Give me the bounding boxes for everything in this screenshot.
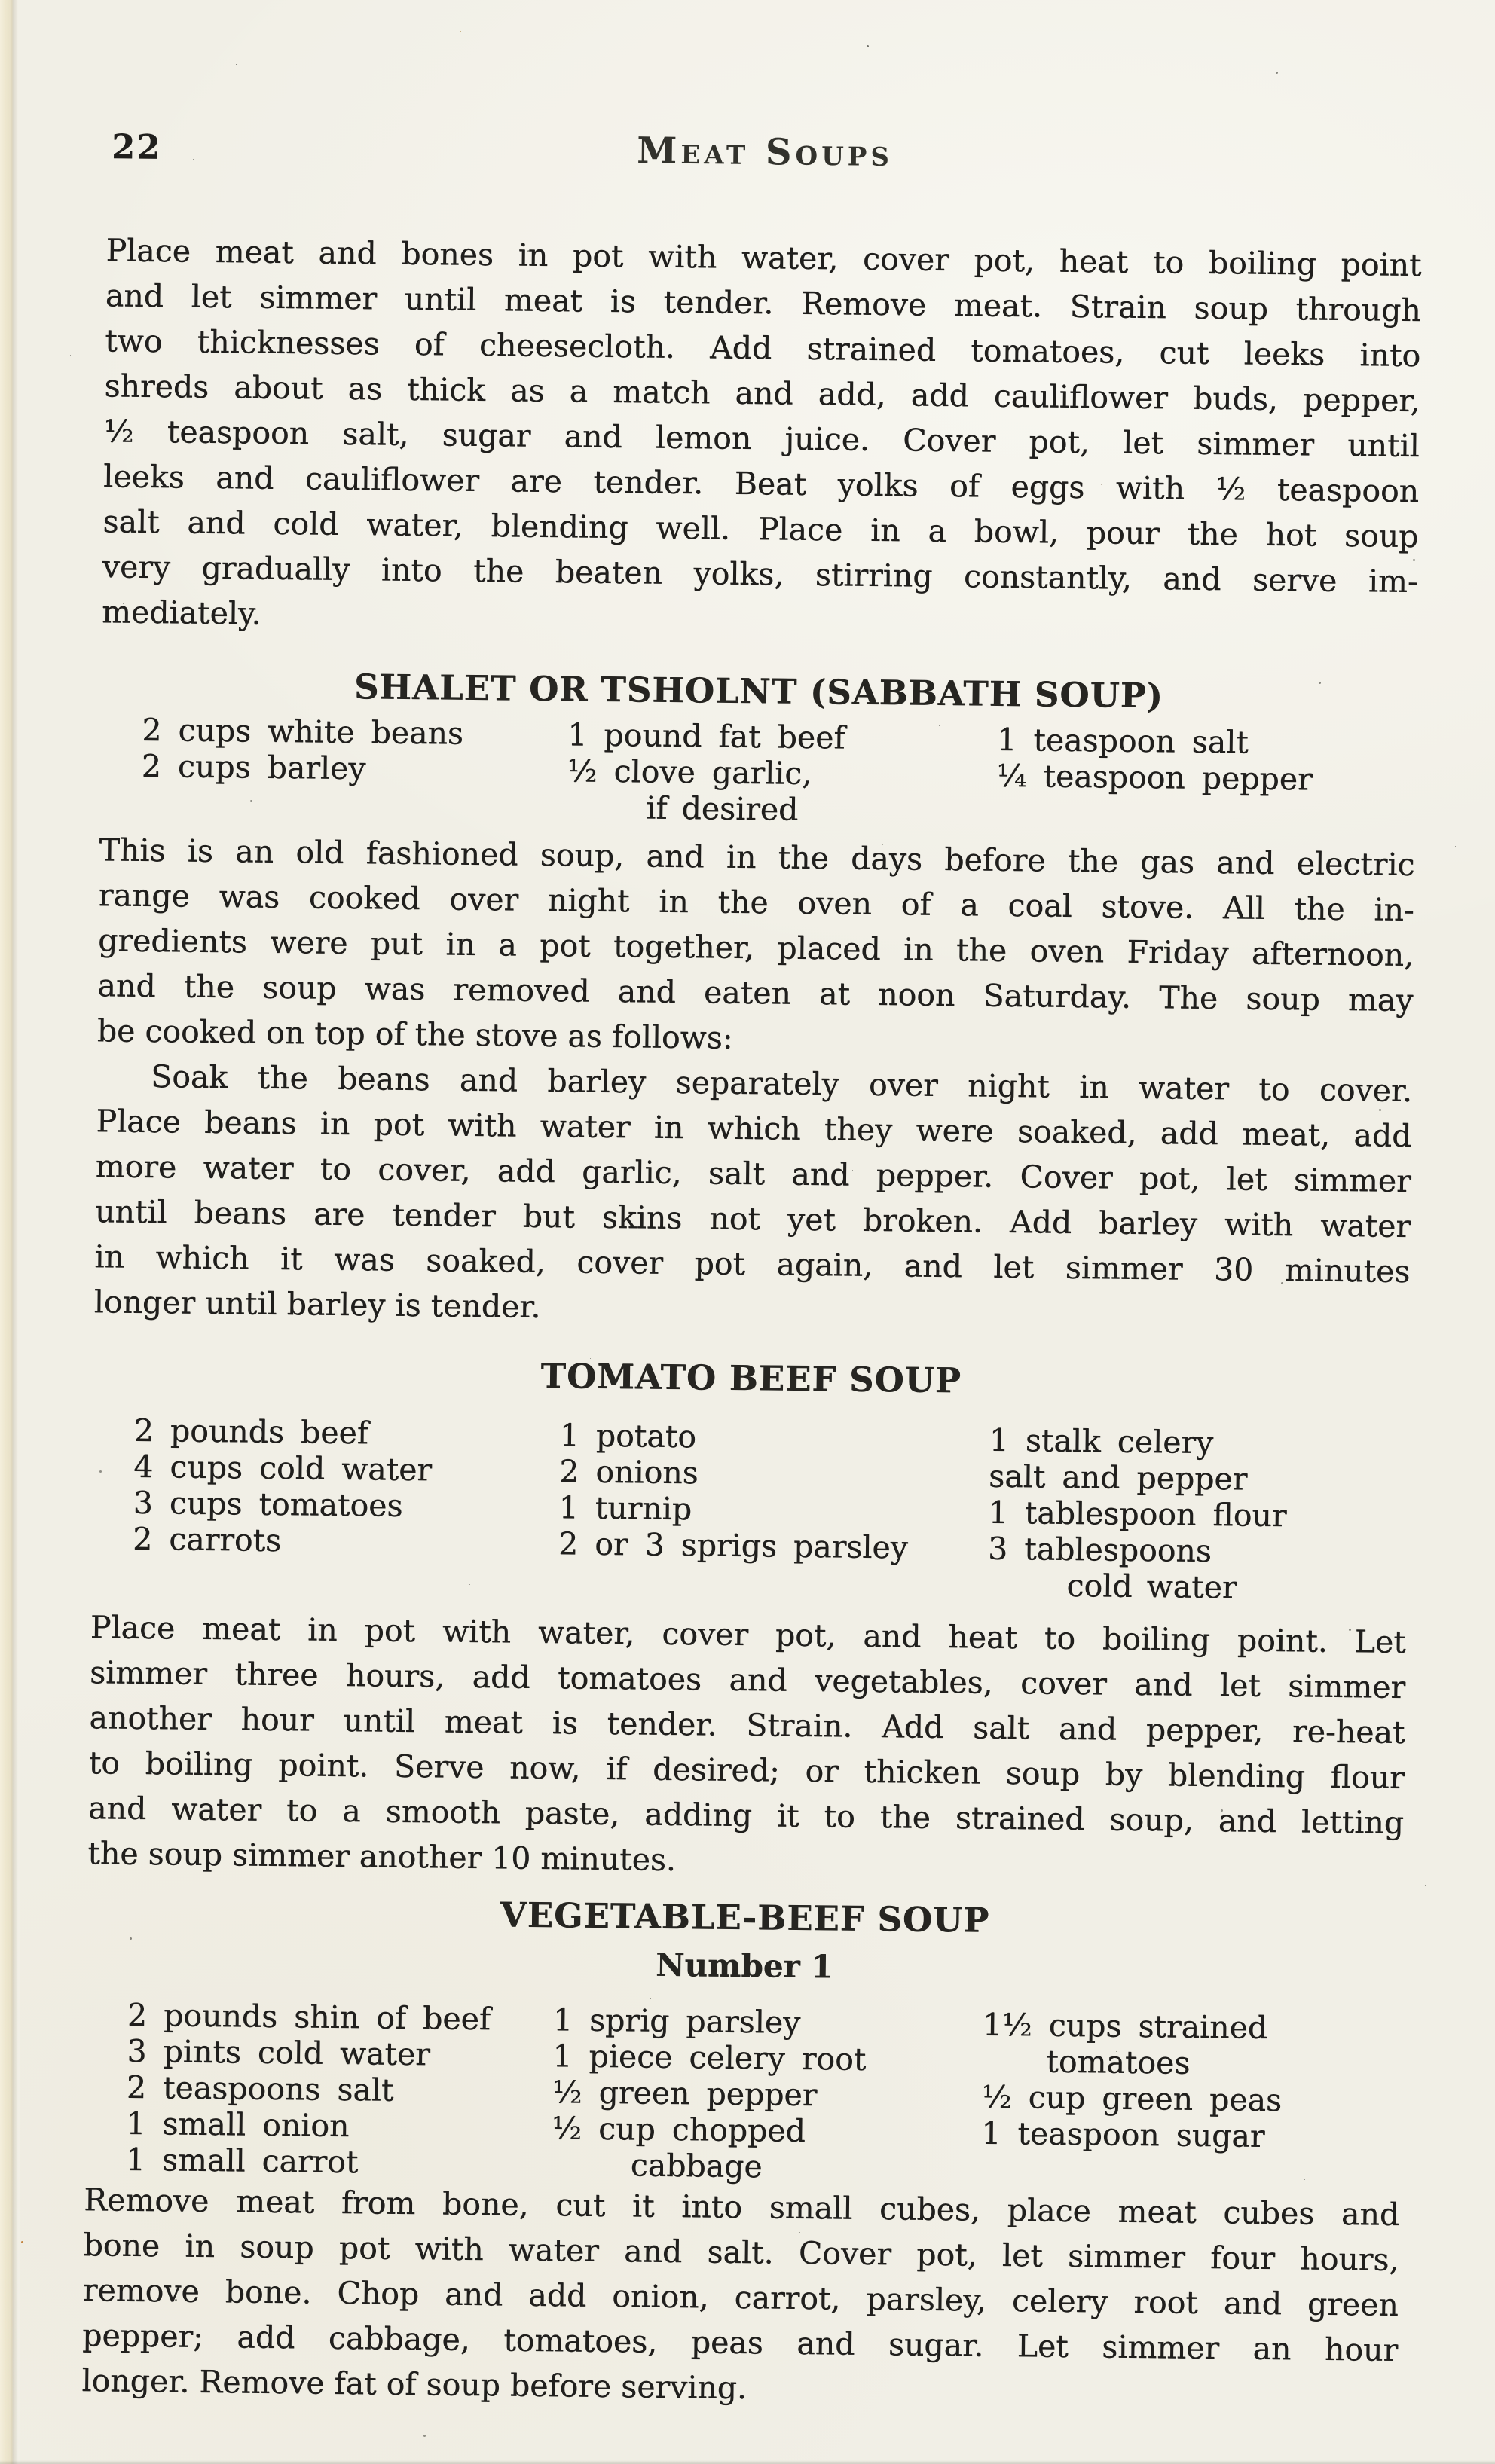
text-line: longer until barley is tender.	[93, 1284, 541, 1325]
ingredient-item: 1 piece celery root	[552, 2038, 867, 2078]
ingredient-item: ¼ teaspoon pepper	[996, 757, 1313, 798]
ingredient-column	[558, 1417, 986, 1566]
ingredient-item-continuation: cold water	[1066, 1567, 1237, 1606]
recipe-subtitle-number-1: Number 1	[655, 1946, 833, 1986]
tomato-beef-paragraph	[87, 1605, 1406, 1891]
text-line: shreds about as thick as a match and add, add cauliflower buds, pepper,	[104, 368, 1420, 419]
text-line: salt and cold water, blending well. Place in a bowl, pour the hot soup	[102, 503, 1419, 554]
ingredient-item: 4 cups cold water	[133, 1448, 433, 1488]
ingredient-column	[133, 1412, 560, 1562]
ingredient-item: 1 teaspoon sugar	[981, 2114, 1265, 2154]
ingredient-item-continuation: tomatoes	[1046, 2043, 1191, 2081]
ingredient-column	[142, 712, 568, 789]
ingredient-item: 3 pints cold water	[127, 2032, 431, 2073]
ingredient-item: 2 pounds shin of beef	[127, 1996, 491, 2038]
ingredients-vegetable-beef	[84, 1996, 1402, 2192]
text-line: until beans are tender but skins not yet broken. Add barley with water	[94, 1193, 1411, 1244]
ingredient-item: 1 stalk celery	[989, 1421, 1214, 1461]
ingredient-item: ½ cup green peas	[981, 2078, 1283, 2119]
ingredient-item: 1 turnip	[558, 1489, 692, 1528]
ingredient-item: 1 small onion	[126, 2105, 350, 2145]
vegetable-beef-paragraph	[81, 2177, 1399, 2418]
text-line: simmer three hours, add tomatoes and vegetables, cover and let simmer	[89, 1654, 1406, 1705]
ingredient-item-continuation: cabbage	[630, 2147, 763, 2185]
ingredient-item: 1 teaspoon salt	[997, 721, 1249, 761]
ingredient-column	[567, 716, 994, 829]
ingredient-item: 2 or 3 sprigs parsley	[558, 1525, 909, 1566]
ingredient-item: 1 potato	[559, 1417, 697, 1455]
ingredient-item: 2 pounds beef	[133, 1412, 369, 1452]
text-line: to boiling point. Serve now, if desired; or thicken soup by blending flour	[88, 1745, 1405, 1796]
intro-paragraph	[102, 227, 1422, 649]
text-line: Place beans in pot with water in which they were soaked, add meat, add	[96, 1103, 1412, 1154]
ingredient-column	[126, 1997, 554, 2182]
ingredient-item: ½ green pepper	[552, 2074, 818, 2114]
ingredient-item: 1 tablespoon flour	[988, 1494, 1287, 1534]
text-line: and let simmer until meat is tender. Remove meat. Strain soup through	[105, 277, 1422, 328]
shalet-paragraph-2	[93, 1053, 1412, 1339]
ingredient-column	[996, 722, 1420, 798]
ingredient-column	[987, 1422, 1413, 1608]
recipe-title-vegetable-beef: VEGETABLE-BEEF SOUP	[500, 1895, 990, 1940]
ingredient-item: 1 small carrot	[125, 2141, 359, 2181]
text-line: Remove meat from bone, cut it into small cubes, place meat cubes and	[83, 2182, 1400, 2233]
ingredient-item: 1½ cups strained	[982, 2006, 1268, 2046]
text-line: Place meat in pot with water, cover pot, and heat to boiling point. Let	[90, 1609, 1407, 1660]
ingredient-item: 1 pound fat beef	[567, 716, 845, 756]
ingredient-item: 2 onions	[558, 1453, 699, 1492]
ingredient-item: 3 cups tomatoes	[133, 1484, 403, 1524]
text-line: be cooked on top of the stove as follows:	[96, 1012, 733, 1056]
page-binding-edge	[0, 0, 20, 2464]
recipe-title-shalet: SHALET OR TSHOLNT (SABBATH SOUP)	[353, 666, 1164, 716]
ingredient-item: 2 carrots	[132, 1520, 282, 1559]
text-line: range was cooked over night in the oven of a coal stove. All the in-	[98, 877, 1415, 928]
recipe-title-tomato-beef: TOMATO BEEF SOUP	[540, 1355, 962, 1401]
page-header	[107, 124, 1423, 181]
text-line: This is an old fashioned soup, and in the days before the gas and electric	[99, 832, 1415, 883]
ingredient-item: 2 teaspoons salt	[126, 2069, 394, 2108]
text-line: two thicknesses of cheesecloth. Add strained tomatoes, cut leeks into	[104, 322, 1421, 374]
text-line: longer. Remove fat of soup before serving.	[81, 2362, 748, 2407]
page-number: 22	[111, 127, 163, 168]
scan-tilt-wrapper	[0, 123, 1495, 2419]
text-line: more water to cover, add garlic, salt and pepper. Cover pot, let simmer	[95, 1148, 1411, 1199]
text-line: remove bone. Chop and add onion, carrot, parsley, celery root and green	[82, 2272, 1399, 2323]
ingredient-item: salt and pepper	[988, 1458, 1248, 1498]
text-line: very gradually into the beaten yolks, stirring constantly, and serve im-	[102, 548, 1418, 600]
ingredients-shalet	[99, 711, 1417, 835]
ingredient-item-continuation: if desired	[645, 789, 799, 828]
text-line: ½ teaspoon salt, sugar and lemon juice. Cover pot, let simmer until	[103, 413, 1420, 464]
text-line: and water to a smooth paste, adding it to the strained soup, and letting	[87, 1790, 1405, 1841]
running-header-title: Meat Soups	[636, 130, 894, 176]
text-line: leeks and cauliflower are tender. Beat yolks of eggs with ½ teaspoon	[102, 458, 1420, 509]
ingredients-tomato-beef	[90, 1412, 1408, 1608]
ingredient-item: 2 cups white beans	[142, 711, 464, 752]
shalet-paragraph-1	[97, 827, 1415, 1068]
text-line: in which it was soaked, cover pot again, and let simmer 30 minutes	[94, 1238, 1411, 1290]
text-line: mediately.	[101, 594, 261, 632]
text-line: bone in soup pot with water and salt. Cover pot, let simmer four hours,	[83, 2227, 1399, 2278]
text-line: gredients were put in a pot together, placed in the oven Friday afternoon,	[97, 922, 1414, 973]
ingredient-item: ½ clove garlic,	[567, 753, 812, 792]
ingredient-item: 3 tablespoons	[987, 1530, 1212, 1569]
ingredient-column	[552, 2001, 980, 2187]
ingredient-item: 1 sprig parsley	[552, 2001, 801, 2041]
text-line: the soup simmer another 10 minutes.	[87, 1835, 677, 1878]
text-line: Place meat and bones in pot with water, cover pot, heat to boiling point	[105, 232, 1422, 283]
scan-bottom-edge	[0, 2460, 1495, 2464]
page-content	[0, 123, 1495, 2419]
text-line: another hour until meat is tender. Strain. Add salt and pepper, re-heat	[89, 1699, 1405, 1751]
text-line: and the soup was removed and eaten at noon Saturday. The soup may	[97, 967, 1414, 1018]
text-line: pepper; add cabbage, tomatoes, peas and sugar. Let simmer an hour	[81, 2317, 1399, 2368]
text-line: Soak the beans and barley separately over night in water to cover.	[150, 1058, 1413, 1109]
ingredient-item: 2 cups barley	[141, 747, 366, 787]
ingredient-column	[981, 2007, 1406, 2156]
ingredient-item: ½ cup chopped	[552, 2110, 806, 2149]
